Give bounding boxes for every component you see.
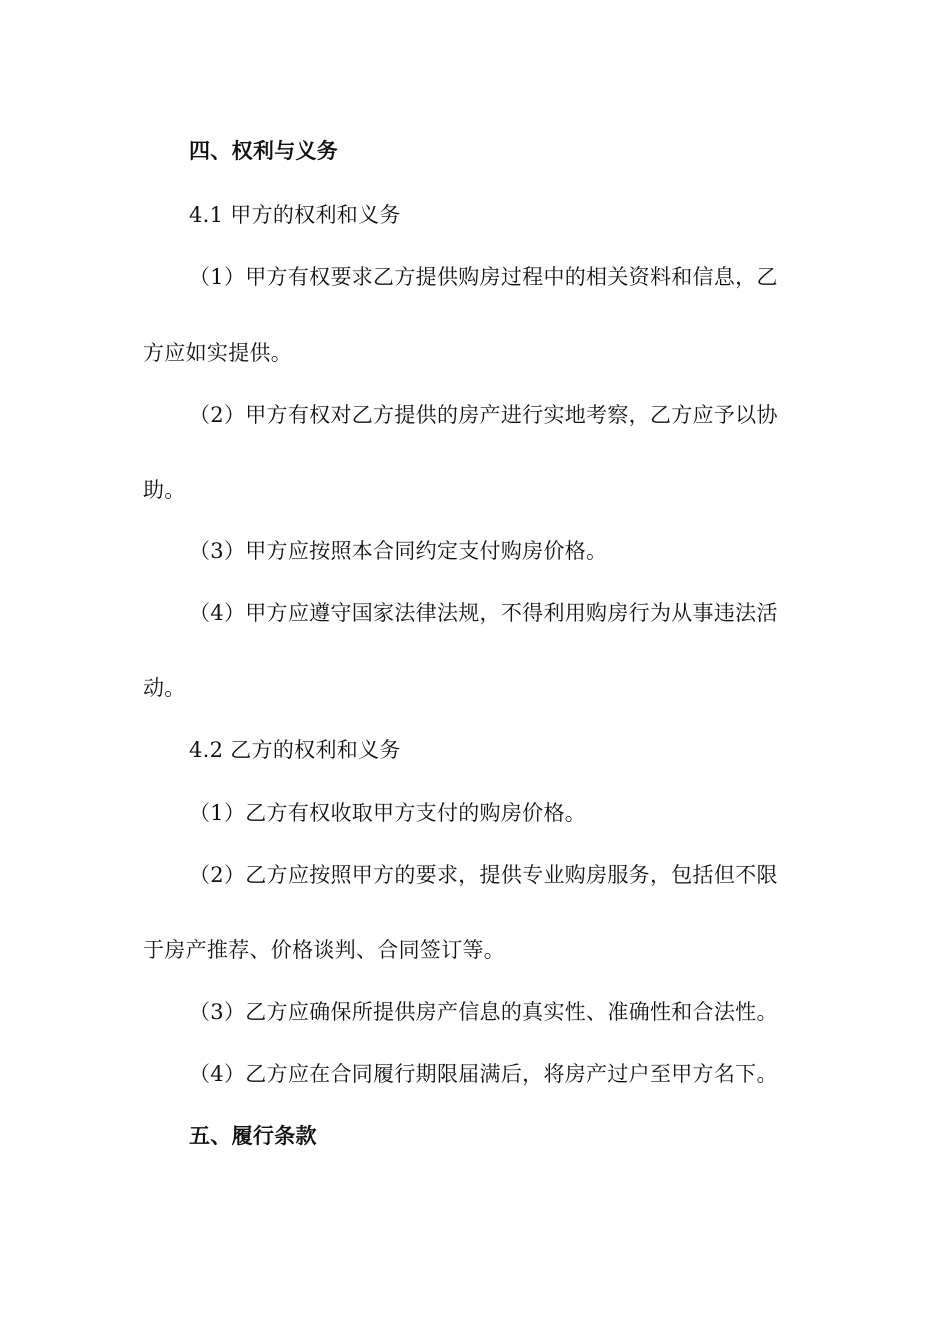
clause-4-1-3: （3）甲方应按照本合同约定支付购房价格。 [189, 539, 608, 563]
clause-4-1-4-line-2: 动。 [143, 676, 186, 700]
section-4-heading: 四、权利与义务 [189, 139, 339, 163]
clause-4-2-1: （1）乙方有权收取甲方支付的购房价格。 [189, 801, 587, 825]
clause-4-1-2-line-2: 助。 [143, 478, 186, 502]
clause-4-2-2-line-2: 于房产推荐、价格谈判、合同签订等。 [143, 938, 506, 962]
clause-4-1-1-line-2: 方应如实提供。 [143, 341, 293, 365]
clause-4-2-3: （3）乙方应确保所提供房产信息的真实性、准确性和合法性。 [189, 1000, 778, 1024]
subsection-4-1-heading: 4.1 甲方的权利和义务 [189, 203, 401, 227]
clause-4-2-4: （4）乙方应在合同履行期限届满后，将房产过户至甲方名下。 [189, 1062, 778, 1086]
clause-4-1-2-line-1: （2）甲方有权对乙方提供的房产进行实地考察，乙方应予以协 [189, 403, 778, 427]
clause-4-2-2-line-1: （2）乙方应按照甲方的要求，提供专业购房服务，包括但不限 [189, 863, 778, 887]
section-5-heading: 五、履行条款 [189, 1124, 317, 1148]
clause-4-1-4-line-1: （4）甲方应遵守国家法律法规，不得利用购房行为从事违法活 [189, 601, 778, 625]
subsection-4-2-heading: 4.2 乙方的权利和义务 [189, 738, 401, 762]
clause-4-1-1-line-1: （1）甲方有权要求乙方提供购房过程中的相关资料和信息，乙 [189, 265, 778, 289]
